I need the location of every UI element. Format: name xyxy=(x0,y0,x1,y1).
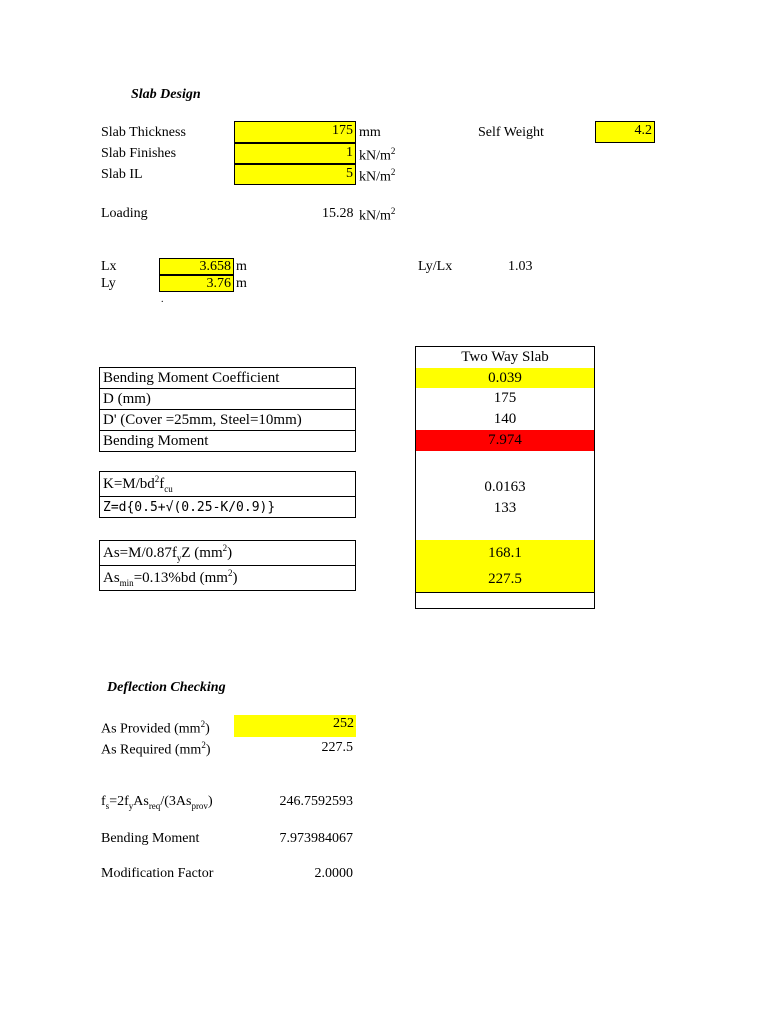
k-formula-label: $K=M/bd^2f_{cu}$ xyxy=(100,472,356,497)
as-min-formula-label: $As_{min}=0.13\%bd$ $(mm^2)$ xyxy=(100,566,356,591)
as-value: 168.1 xyxy=(416,540,594,567)
ly-unit: m xyxy=(236,276,247,291)
loading-unit: $kN/m^2$ xyxy=(359,206,396,224)
z-value: 133 xyxy=(493,500,517,516)
section-title-deflection-checking: Deflection Checking xyxy=(107,680,226,695)
lx-label: Lx xyxy=(101,259,117,274)
z-formula-label: Z=d{0.5+√(0.25-K/0.9)} xyxy=(100,497,356,518)
loading-value: 15.28 xyxy=(322,206,354,221)
bending-moment-coefficient-value[interactable]: 0.039 xyxy=(416,368,594,388)
bending-moment-label: Bending Moment xyxy=(100,431,356,452)
slab-thickness-input[interactable]: 175 xyxy=(234,121,356,143)
as-required-label: As Required $(mm^2)$ xyxy=(101,740,211,758)
deflection-bending-moment-value: 7.973984067 xyxy=(279,831,353,846)
slab-finishes-unit: $kN/m^2$ xyxy=(359,146,396,164)
ly-label: Ly xyxy=(101,276,116,291)
lx-input[interactable]: 3.658 xyxy=(159,258,234,275)
fs-value: 246.7592593 xyxy=(279,794,353,809)
self-weight-label: Self Weight xyxy=(478,125,544,140)
as-table xyxy=(99,540,356,591)
as-provided-label: As Provided $(mm^2)$ xyxy=(101,719,210,737)
slab-thickness-label: Slab Thickness xyxy=(101,125,186,140)
slab-finishes-label: Slab Finishes xyxy=(101,146,177,161)
d-value: 175 xyxy=(493,390,517,406)
stray-dot: . xyxy=(161,294,164,305)
self-weight-value[interactable]: 4.2 xyxy=(595,121,655,143)
modification-factor-value: 2.0000 xyxy=(314,866,353,881)
ly-lx-label: Ly/Lx xyxy=(418,259,453,274)
ly-input[interactable]: 3.76 xyxy=(159,275,234,292)
modification-factor-label: Modification Factor xyxy=(101,866,214,881)
slab-il-label: Slab IL xyxy=(101,167,143,182)
ly-lx-value: 1.03 xyxy=(508,259,533,274)
slab-thickness-unit: mm xyxy=(359,125,381,140)
d-prime-value: 140 xyxy=(493,411,517,427)
deflection-bending-moment-label: Bending Moment xyxy=(101,831,200,846)
lx-unit: m xyxy=(236,259,247,274)
k-value: 0.0163 xyxy=(484,479,526,495)
d-prime-label: D' (Cover =25mm, Steel=10mm) xyxy=(100,410,356,431)
slab-il-unit: $kN/m^2$ xyxy=(359,167,396,185)
loading-label: Loading xyxy=(101,206,148,221)
as-min-value: 227.5 xyxy=(416,567,594,593)
slab-finishes-input[interactable]: 1 xyxy=(234,143,356,164)
k-z-table xyxy=(99,471,356,518)
bending-moment-coefficient-label: Bending Moment Coefficient xyxy=(100,368,356,389)
as-provided-input[interactable]: 252 xyxy=(234,715,356,737)
coefficient-table xyxy=(99,367,356,452)
fs-formula-label: $f_s=2f_yAs_{req}/(3As_{prov})$ xyxy=(101,794,213,811)
two-way-slab-header: Two Way Slab xyxy=(461,349,549,365)
section-title-slab-design: Slab Design xyxy=(131,87,201,102)
as-required-value: 227.5 xyxy=(321,740,353,755)
two-way-slab-column xyxy=(415,346,595,609)
d-label: D (mm) xyxy=(100,389,356,410)
as-formula-label: $As=M/0.87f_yZ$ $(mm^2)$ xyxy=(100,541,356,566)
slab-il-input[interactable]: 5 xyxy=(234,164,356,185)
bending-moment-value: 7.974 xyxy=(416,430,594,451)
